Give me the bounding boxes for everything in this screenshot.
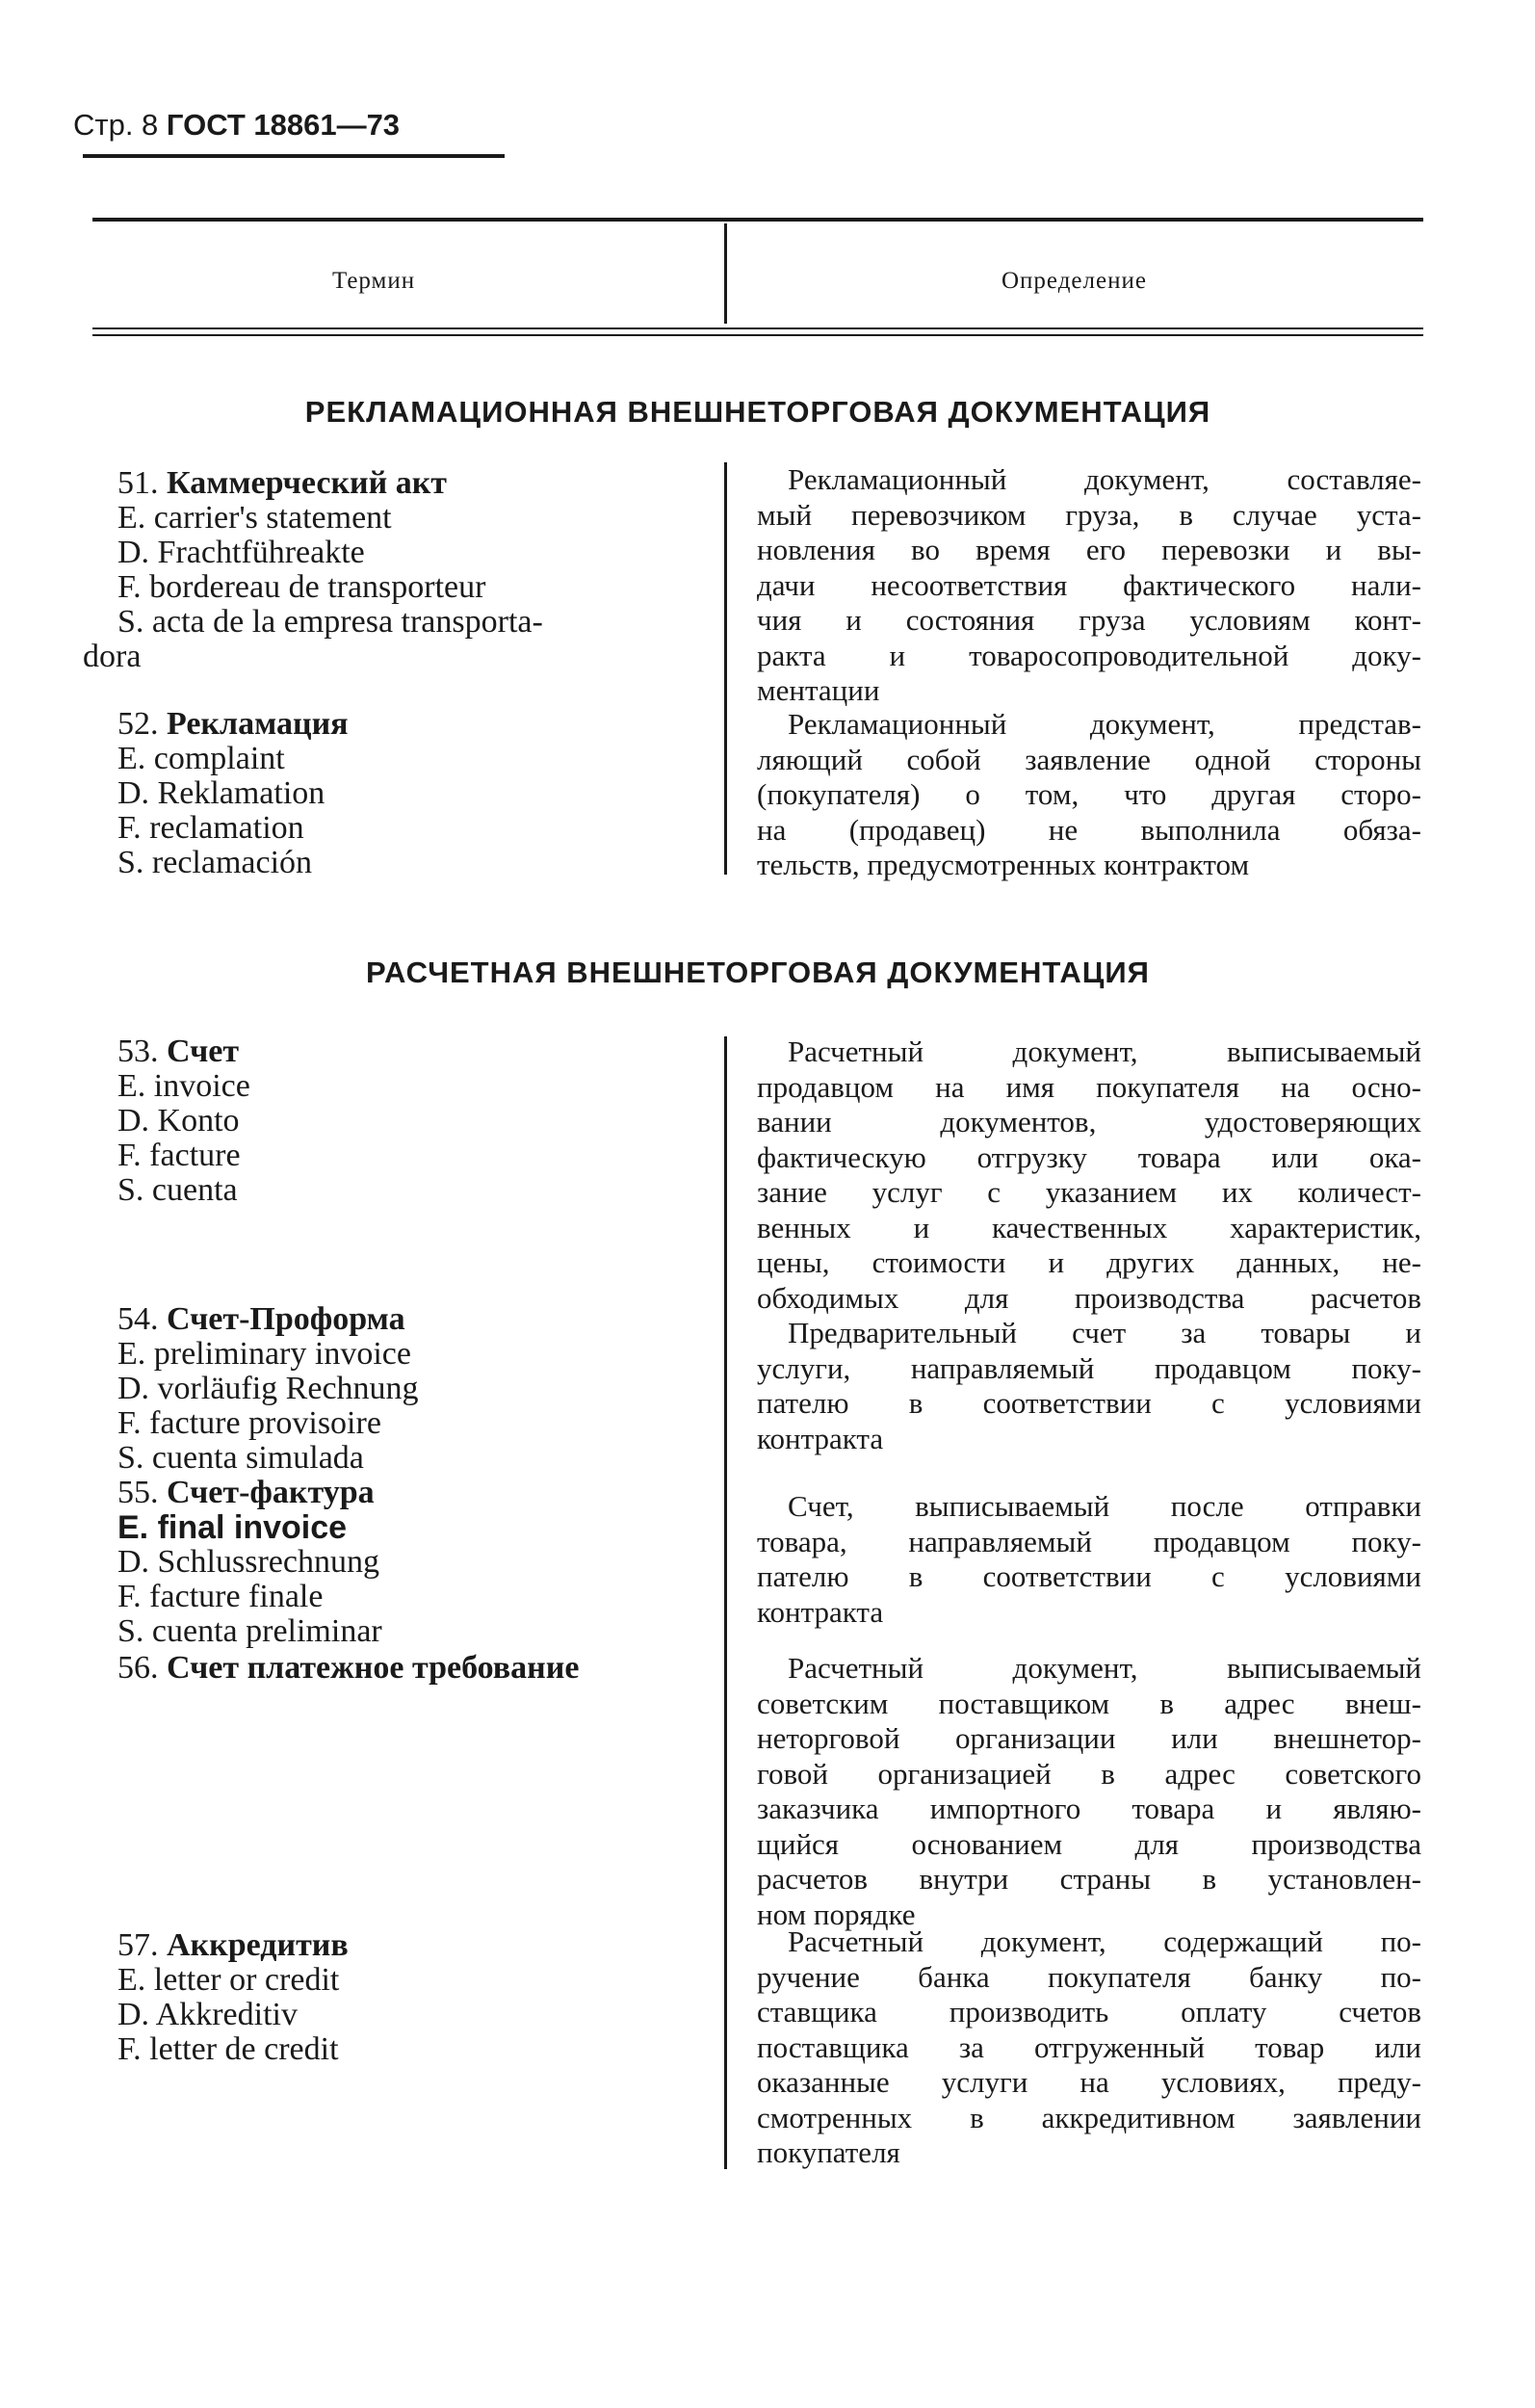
definition-line: на (продавец) не выполнила обяза- xyxy=(757,812,1421,847)
term-translation: D. Frachtführeakte xyxy=(117,535,365,570)
header-rule-double xyxy=(92,327,1423,329)
term-name: Аккредитив xyxy=(167,1927,349,1963)
term-translation: D. Schlussrechnung xyxy=(117,1544,379,1580)
definition-text xyxy=(757,462,1421,709)
definition-line: смотренных в аккредитивном заявлении xyxy=(757,2100,1421,2134)
definition-line: оказанные услуги на условиях, преду- xyxy=(757,2065,1421,2099)
term-name: Счет xyxy=(167,1034,240,1069)
term-translation: D. vorläufig Rechnung xyxy=(117,1371,419,1406)
definition-line: венных и качественных характеристик, xyxy=(757,1210,1421,1244)
term-number: 53. xyxy=(117,1034,159,1069)
definition-line: вании документов, удостоверяющих xyxy=(757,1105,1421,1139)
term-name: Рекламация xyxy=(167,706,349,742)
term-entry xyxy=(117,1651,695,1686)
definition-text xyxy=(757,1316,1421,1456)
term-translation: S. cuenta xyxy=(117,1172,238,1208)
term-translation: dora xyxy=(83,639,142,674)
section-title: РЕКЛАМАЦИОННАЯ ВНЕШНЕТОРГОВАЯ ДОКУМЕНТАЦИЯ xyxy=(304,395,1211,429)
term-translation: E. preliminary invoice xyxy=(117,1336,411,1372)
definition-line: неторговой организации или внешнетор- xyxy=(757,1721,1421,1755)
definition-line: Расчетный документ, выписываемый xyxy=(788,1651,1421,1685)
definition-line: мый перевозчиком груза, в случае уста- xyxy=(757,497,1421,532)
term-translation: S. cuenta simulada xyxy=(117,1440,364,1476)
definition-line: ручение банка покупателя банку по- xyxy=(757,1959,1421,1994)
definition-line: фактическую отгрузку товара или ока- xyxy=(757,1139,1421,1174)
page-number: Стр. 8 xyxy=(73,108,159,142)
page-header xyxy=(73,108,400,143)
definition-line: Расчетный документ, содержащий по- xyxy=(788,1924,1421,1958)
definition-line: расчетов внутри страны в установлен- xyxy=(757,1862,1421,1896)
definition-line: заказчика импортного товара и являю- xyxy=(757,1792,1421,1825)
term-entry xyxy=(117,1928,695,2067)
definition-line: ракта и товаросопроводительной доку- xyxy=(757,638,1421,672)
definition-line: ном порядке xyxy=(757,1897,916,1931)
definition-line: тельств, предусмотренных контрактом xyxy=(757,848,1250,881)
term-name: Счет-фактура xyxy=(167,1475,375,1510)
column-divider xyxy=(724,462,727,875)
term-translation: D. Konto xyxy=(117,1103,240,1139)
definition-line: щийся основанием для производства xyxy=(757,1826,1421,1861)
column-header-term: Термин xyxy=(332,268,416,294)
definition-line: пателю в соответствии с условиями xyxy=(757,1559,1421,1593)
definition-line: продавцом на имя покупателя на осно- xyxy=(757,1069,1421,1104)
term-translation: F. facture xyxy=(117,1138,241,1173)
definition-text xyxy=(757,1489,1421,1630)
definition-text xyxy=(757,1924,1421,2171)
definition-line: поставщика за отгруженный товар или xyxy=(757,2029,1421,2064)
definition-line: новления во время его перевозки и вы- xyxy=(757,533,1421,566)
header-rule-double xyxy=(92,334,1423,336)
column-divider xyxy=(724,1036,727,2169)
definition-line: ставщика производить оплату счетов xyxy=(757,1995,1421,2028)
term-translation: F. reclamation xyxy=(117,810,304,846)
definition-line: Предварительный счет за товары и xyxy=(788,1316,1421,1349)
definition-line: чия и состояния груза условиям конт- xyxy=(757,603,1421,637)
definition-line: ментации xyxy=(757,673,880,707)
term-number: 56. xyxy=(117,1650,159,1686)
term-translation: E. letter or credit xyxy=(117,1962,340,1998)
term-name: Каммерческий акт xyxy=(167,465,448,501)
definition-line: советским поставщиком в адрес внеш- xyxy=(757,1686,1421,1720)
definition-line: зание услуг с указанием их количест- xyxy=(757,1175,1421,1209)
definition-line: покупателя xyxy=(757,2135,900,2169)
definition-line: Расчетный документ, выписываемый xyxy=(788,1034,1421,1068)
term-translation: F. bordereau de transporteur xyxy=(117,569,486,605)
term-translation: F. facture provisoire xyxy=(117,1405,381,1441)
term-translation: E. invoice xyxy=(117,1068,250,1104)
term-translation: E. final invoice xyxy=(117,1509,348,1546)
definition-line: услуги, направляемый продавцом поку- xyxy=(757,1350,1421,1385)
definition-line: контракта xyxy=(757,1421,884,1455)
section-title: РАСЧЕТНАЯ ВНЕШНЕТОРГОВАЯ ДОКУМЕНТАЦИЯ xyxy=(366,955,1150,989)
term-entry xyxy=(117,1476,695,1649)
definition-text xyxy=(757,1651,1421,1932)
definition-line: Рекламационный документ, представ- xyxy=(788,707,1421,741)
definition-text xyxy=(757,707,1421,883)
term-entry xyxy=(117,707,695,880)
definition-text xyxy=(757,1034,1421,1316)
definition-line: контракта xyxy=(757,1594,884,1629)
term-translation: S. reclamación xyxy=(117,845,313,880)
term-translation: E. complaint xyxy=(117,741,285,776)
term-translation: D. Reklamation xyxy=(117,775,325,811)
term-translation: S. cuenta preliminar xyxy=(117,1613,382,1649)
term-name: Счет платежное требование xyxy=(167,1650,580,1686)
term-number: 54. xyxy=(117,1301,159,1337)
term-translation: E. carrier's statement xyxy=(117,500,392,536)
definition-line: говой организацией в адрес советского xyxy=(757,1756,1421,1791)
term-name: Счет-Проформа xyxy=(167,1301,405,1337)
standard-id: ГОСТ 18861—73 xyxy=(166,108,401,142)
definition-line: дачи несоответствия фактического нали- xyxy=(757,567,1421,602)
definition-line: ляющий собой заявление одной стороны xyxy=(757,742,1421,776)
term-number: 57. xyxy=(117,1927,159,1963)
term-translation: D. Akkreditiv xyxy=(117,1997,298,2032)
term-number: 52. xyxy=(117,706,159,742)
term-translation: F. facture finale xyxy=(117,1579,324,1614)
column-header-definition: Определение xyxy=(1002,268,1147,294)
definition-line: цены, стоимости и других данных, не- xyxy=(757,1245,1421,1279)
term-number: 55. xyxy=(117,1475,159,1510)
definition-line: обходимых для производства расчетов xyxy=(757,1280,1421,1315)
term-entry xyxy=(117,1034,695,1208)
column-divider xyxy=(724,223,727,324)
term-entry xyxy=(117,1302,695,1476)
term-number: 51. xyxy=(117,465,159,501)
term-translation: S. acta de la empresa transporta- xyxy=(117,604,543,640)
table-top-rule xyxy=(92,218,1423,222)
definition-line: пателю в соответствии с условиями xyxy=(757,1386,1421,1420)
definition-line: Счет, выписываемый после отправки xyxy=(788,1489,1421,1523)
definition-line: товара, направляемый продавцом поку- xyxy=(757,1524,1421,1558)
definition-line: (покупателя) о том, что другая сторо- xyxy=(757,777,1421,811)
header-rule xyxy=(83,154,505,158)
term-translation: F. letter de credit xyxy=(117,2031,339,2067)
term-entry xyxy=(83,465,695,674)
definition-line: Рекламационный документ, составляе- xyxy=(788,462,1421,496)
